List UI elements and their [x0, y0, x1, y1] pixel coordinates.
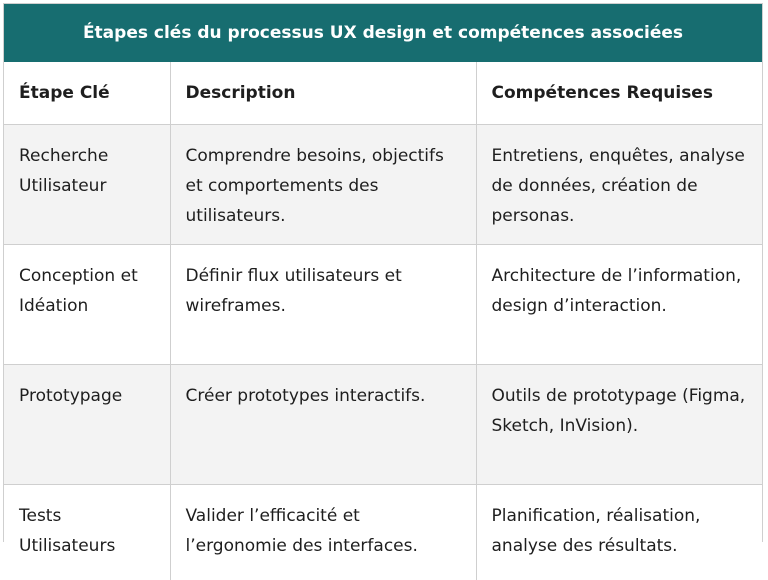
cell-step: Prototypage: [4, 364, 170, 484]
table-row: [4, 364, 762, 484]
header-row: [4, 62, 762, 124]
cell-description: Valider l’efficacité et l’ergonomie des interfaces.: [170, 484, 476, 580]
column-header-step: Étape Clé: [4, 62, 170, 124]
cell-skills: Entretiens, enquêtes, analyse de données, création de personas.: [476, 124, 762, 244]
cell-step: Conception et Idéation: [4, 244, 170, 364]
table-row: [4, 484, 762, 580]
cell-skills: Planification, réalisation, analyse des résultats.: [476, 484, 762, 580]
cell-step: Recherche Utilisateur: [4, 124, 170, 244]
table-container: [3, 3, 763, 556]
cell-step: Tests Utilisateurs: [4, 484, 170, 580]
cell-description: Créer prototypes interactifs.: [170, 364, 476, 484]
table-row: [4, 244, 762, 364]
cell-description: Comprendre besoins, objectifs et comportements des utilisateurs.: [170, 124, 476, 244]
column-header-description: Description: [170, 62, 476, 124]
column-header-skills: Compétences Requises: [476, 62, 762, 124]
cell-skills: Architecture de l’information, design d’interaction.: [476, 244, 762, 364]
cell-skills: Outils de prototypage (Figma, Sketch, InVision).: [476, 364, 762, 484]
table-row: [4, 124, 762, 244]
table-title: Étapes clés du processus UX design et compétences associées: [4, 4, 762, 62]
cell-description: Définir flux utilisateurs et wireframes.: [170, 244, 476, 364]
ux-process-table: [4, 62, 762, 580]
